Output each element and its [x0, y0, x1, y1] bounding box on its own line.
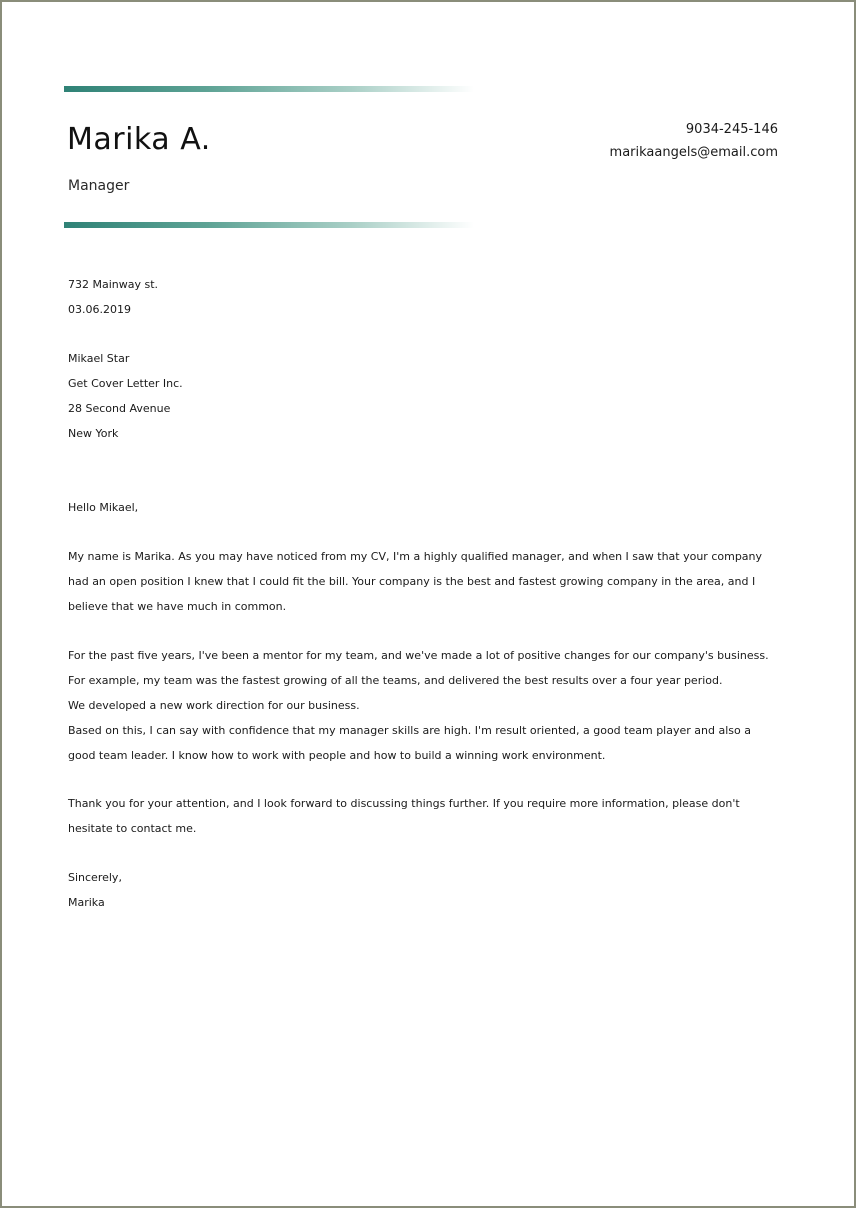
- header-accent-bar-bottom: [64, 222, 474, 228]
- email-address: marikaangels@email.com: [609, 145, 778, 160]
- paragraph-intro: [68, 544, 780, 619]
- paragraph-line: My name is Marika. As you may have noticed from my CV, I'm a highly qualified manager, and when I saw that your company: [68, 550, 763, 563]
- paragraph-line: For the past five years, I've been a mentor for my team, and we've made a lot of positive changes for our company's business.: [68, 649, 769, 662]
- greeting-text: Hello Mikael,: [68, 501, 139, 514]
- paragraph-line: Thank you for your attention, and I look forward to discussing things further. If you require more information, please don't: [68, 797, 740, 810]
- paragraph-closing: [68, 791, 780, 841]
- recipient-city: New York: [68, 427, 119, 440]
- paragraph-line: had an open position I knew that I could fit the bill. Your company is the best and fastest growing company in the area, and I: [68, 575, 756, 588]
- paragraph-line: believe that we have much in common.: [68, 600, 287, 613]
- recipient-name: Mikael Star: [68, 352, 130, 365]
- recipient-company: Get Cover Letter Inc.: [68, 377, 183, 390]
- greeting: [68, 495, 780, 520]
- phone-number: 9034-245-146: [685, 122, 778, 137]
- header-accent-bar-top: [64, 86, 474, 92]
- paragraph-line: good team leader. I know how to work with people and how to build a winning work environment.: [68, 749, 606, 762]
- applicant-name: Marika A.: [67, 122, 211, 157]
- sign-off-block: [68, 865, 780, 915]
- paragraph-line: We developed a new work direction for our business.: [68, 699, 360, 712]
- letter-date: 03.06.2019: [68, 303, 131, 316]
- paragraph-line: For example, my team was the fastest growing of all the teams, and delivered the best results over a four year period.: [68, 674, 723, 687]
- paragraph-line: hesitate to contact me.: [68, 822, 197, 835]
- paragraph-line: Based on this, I can say with confidence that my manager skills are high. I'm result oriented, a good team player and also a: [68, 724, 751, 737]
- recipient-street: 28 Second Avenue: [68, 402, 171, 415]
- signature-name: Marika: [68, 896, 105, 909]
- sender-address: 732 Mainway st.: [68, 278, 159, 291]
- applicant-role: Manager: [68, 178, 130, 194]
- sign-off: Sincerely,: [68, 871, 122, 884]
- paragraph-experience: [68, 643, 780, 768]
- recipient-block: [68, 346, 780, 446]
- sender-block: [68, 272, 780, 322]
- contact-block: [610, 118, 778, 164]
